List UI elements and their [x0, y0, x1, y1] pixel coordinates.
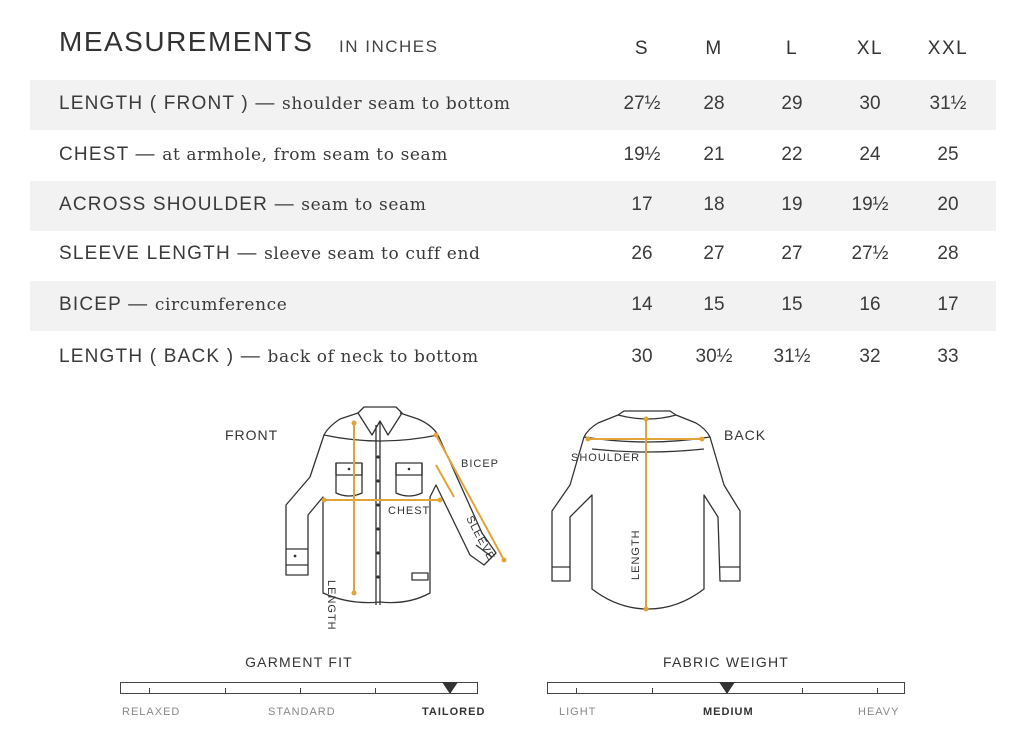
size-header-m: M: [705, 38, 723, 59]
fabric-weight-scale: [547, 682, 905, 694]
cell-value: 30: [859, 93, 881, 114]
row-label: CHEST — at armhole, from seam to seam: [59, 144, 449, 165]
front-label: FRONT: [225, 427, 279, 443]
cell-value: 16: [859, 294, 881, 315]
back-shirt-illustration: [548, 405, 748, 615]
scale-tick: [300, 688, 301, 693]
shoulder-callout: SHOULDER: [571, 452, 641, 464]
scale-tick: [576, 688, 577, 693]
fabric-weight-marker: [719, 682, 735, 694]
cell-value: 24: [859, 144, 881, 165]
back-label: BACK: [724, 427, 767, 443]
cell-value: 31½: [929, 93, 967, 114]
garment-fit-title: GARMENT FIT: [245, 654, 353, 670]
garment-fit-scale: [120, 682, 478, 694]
cell-value: 19½: [623, 144, 661, 165]
weight-label-light: LIGHT: [559, 706, 597, 718]
size-header-s: S: [634, 38, 650, 59]
cell-value: 27½: [623, 93, 661, 114]
cell-value: 27: [703, 243, 725, 264]
fabric-weight-title: FABRIC WEIGHT: [662, 654, 790, 670]
page-subtitle: IN INCHES: [339, 37, 439, 56]
cell-value: 21: [703, 144, 725, 165]
fit-label-tailored: TAILORED: [422, 706, 486, 718]
cell-value: 31½: [773, 346, 811, 367]
sleeve-callout: SLEEVE: [463, 514, 497, 563]
scale-tick: [149, 688, 150, 693]
cell-value: 19: [781, 194, 803, 215]
scale-tick: [652, 688, 653, 693]
cell-value: 29: [781, 93, 803, 114]
cell-value: 28: [937, 243, 959, 264]
row-label: LENGTH ( BACK ) — back of neck to bottom: [59, 346, 479, 367]
cell-value: 27: [781, 243, 803, 264]
cell-value: 17: [937, 294, 959, 315]
table-row: [30, 80, 996, 130]
scale-tick: [225, 688, 226, 693]
weight-label-heavy: HEAVY: [858, 706, 900, 718]
page-title: MEASUREMENTS: [59, 26, 314, 57]
size-header-xl: XL: [856, 38, 884, 59]
cell-value: 15: [703, 294, 725, 315]
table-row: [30, 181, 996, 231]
table-row: [30, 333, 996, 383]
fit-label-relaxed: RELAXED: [122, 706, 181, 718]
cell-value: 30½: [695, 346, 733, 367]
cell-value: 22: [781, 144, 803, 165]
cell-value: 14: [631, 294, 653, 315]
cell-value: 30: [631, 346, 653, 367]
row-label: LENGTH ( FRONT ) — shoulder seam to bottom: [59, 93, 511, 114]
row-label: ACROSS SHOULDER — seam to seam: [59, 194, 427, 215]
cell-value: 18: [703, 194, 725, 215]
garment-fit-marker: [442, 682, 458, 694]
chest-callout: CHEST: [388, 505, 431, 517]
bicep-callout: BICEP: [461, 458, 500, 470]
cell-value: 15: [781, 294, 803, 315]
size-header-xxl: XXL: [927, 38, 969, 59]
size-header-l: L: [785, 38, 799, 59]
cell-value: 27½: [851, 243, 889, 264]
cell-value: 17: [631, 194, 653, 215]
table-row: [30, 230, 996, 280]
table-row: [30, 131, 996, 181]
fit-label-standard: STANDARD: [268, 706, 336, 718]
cell-value: 25: [937, 144, 959, 165]
cell-value: 32: [859, 346, 881, 367]
scale-tick: [375, 688, 376, 693]
table-row: [30, 281, 996, 331]
front-length-callout: LENGTH: [325, 580, 337, 631]
weight-label-medium: MEDIUM: [703, 706, 754, 718]
back-length-callout: LENGTH: [630, 529, 642, 580]
cell-value: 28: [703, 93, 725, 114]
scale-tick: [802, 688, 803, 693]
cell-value: 19½: [851, 194, 889, 215]
row-label: BICEP — circumference: [59, 294, 288, 315]
scale-tick: [877, 688, 878, 693]
cell-value: 20: [937, 194, 959, 215]
cell-value: 33: [937, 346, 959, 367]
row-label: SLEEVE LENGTH — sleeve seam to cuff end: [59, 243, 481, 264]
cell-value: 26: [631, 243, 653, 264]
